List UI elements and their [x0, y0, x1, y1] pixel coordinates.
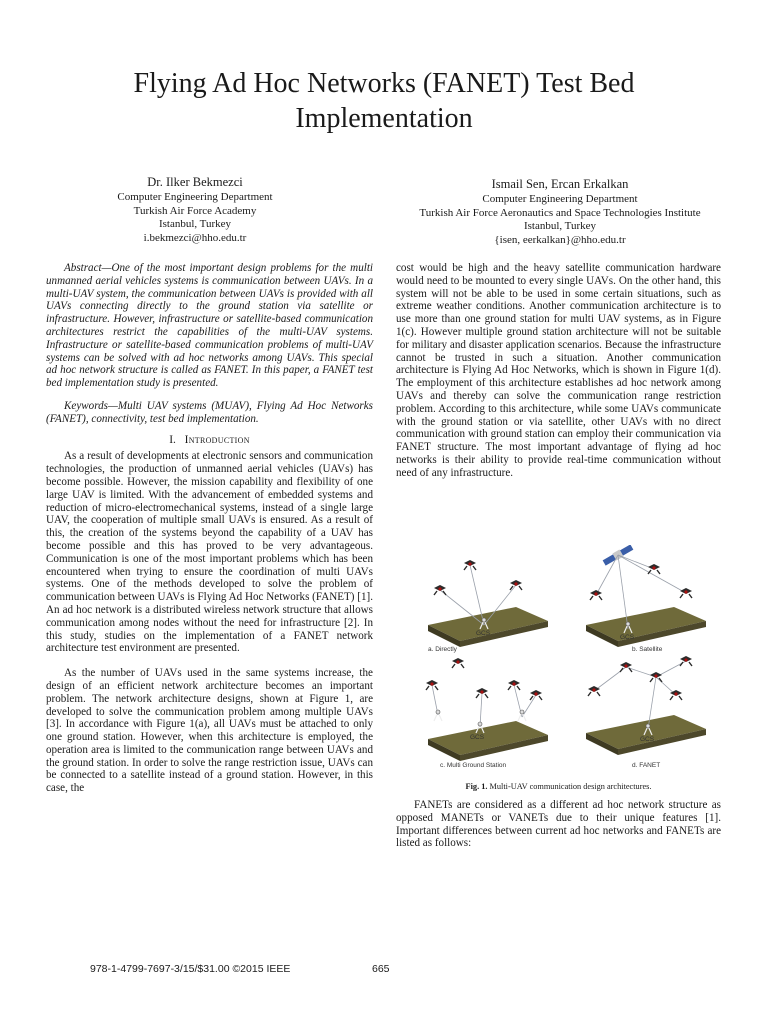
uav-icon: [620, 662, 632, 672]
panel-label-d: d. FANET: [632, 762, 661, 769]
panel-directly: [428, 560, 548, 653]
author-email: {isen, eerkalkan}@hho.edu.tr: [494, 233, 626, 246]
author-location: Istanbul, Turkey: [158, 218, 232, 230]
keywords-text: —Multi UAV systems (MUAV), Flying Ad Hoc Networks (FANET), connectivity, test bed implementation.: [46, 399, 373, 425]
uav-icon: [680, 656, 692, 666]
left-column: [46, 262, 373, 795]
author-department: Computer Engineering Department: [482, 193, 638, 205]
panel-label-b: b. Satellite: [632, 646, 663, 653]
title-line-1: Flying Ad Hoc Networks (FANET) Test Bed: [133, 68, 635, 99]
abstract-label: Abstract: [64, 262, 102, 274]
uav-icon: [650, 672, 662, 682]
figure-1: [418, 545, 714, 775]
architecture-diagram: [418, 545, 714, 775]
panel-fanet: [586, 656, 706, 769]
figure-caption-text: Multi-UAV communication design architectures.: [489, 782, 652, 791]
keywords-label: Keywords: [64, 399, 108, 412]
uav-icon: [590, 590, 602, 600]
paragraph: cost would be high and the heavy satellite communication hardware would need to be mounted to every single UAVs. On the other hand, this system will not be able to be used in some certain situations, such as extreme weather conditions. Another communication architecture is to use more than one ground station for multi UAV systems, as in Figure 1(c). However multiple ground station architecture will not be suitable for military and disaster application scenarios. Because the infrastructure cannot be trusted in such a situation. Another communication architecture is Flying Ad Hoc Networks, which is shown in Figure 1(d). The employment of this architecture establishes ad hoc network among UAVs and thereby can solve the communication range restriction problem. According to this architecture, while some UAVs communicate with the ground station or via satellite, other UAVs with no direct communication with ground station can employ their communication via FANET structure. The most important advantage of flying ad hoc networks is their ability to provide real-time communication without need of any infrastructure.: [396, 262, 721, 479]
author-block-1: [60, 173, 330, 245]
author-institution: Turkish Air Force Aeronautics and Space Technologies Institute: [419, 206, 701, 219]
paragraph: As a result of developments at electronic sensors and communication technologies, the production of unmanned aerial vehicles (UAVs) has become possible. However, the mission capability and flexibility of one large UAV is limited. With the advancement of embedded systems and reduction of micro-electromechanical systems, instead of a single large UAV, the cooperation of multiple small UAVs is ensured. As a result of this, the creation of the systems beyond the capability of a UAV has become possible and this has proved to be very advantageous. Communication is one of the most important problems which has been encountered when trying to ensure the coordination of multi UAVs systems. One of the methods developed to solve the problem of communication between UAVs is Flying Ad Hoc Networks (FANET) [1]. An ad hoc network is a distributed wireless network structure that allows communication among nodes without the need for infrastructure [2]. In this study, studies on the implementation of a FANET network architecture test environment are presented.: [46, 450, 373, 655]
panel-multi-ground-station: [426, 658, 548, 769]
panel-label-a: a. Directly: [428, 646, 457, 653]
section-number: I.: [169, 433, 176, 446]
gcs-label: GCS: [476, 630, 491, 637]
ground-station-icon: [434, 710, 442, 721]
author-institution: Turkish Air Force Academy: [133, 204, 257, 217]
uav-icon: [510, 580, 522, 590]
gcs-label: GCS: [470, 734, 485, 741]
paragraph: FANETs are considered as a different ad hoc network structure as opposed MANETs or VANETs due to their unique features [1]. Important differences between current ad hoc networks and FANETs are listed as follows:: [396, 799, 721, 850]
gcs-label: GCS: [620, 634, 635, 641]
author-block-2: [388, 175, 732, 247]
uav-icon: [648, 564, 660, 574]
panel-satellite: [586, 545, 706, 653]
uav-icon: [452, 658, 464, 668]
right-column-continued: [396, 799, 721, 850]
author-email: i.bekmezci@hho.edu.tr: [143, 231, 247, 244]
author-name: Ismail Sen, Ercan Erkalkan: [491, 177, 629, 191]
footer-isbn: 978-1-4799-7697-3/15/$31.00 ©2015 IEEE: [90, 963, 291, 975]
section-heading: [46, 434, 373, 447]
gcs-label: GCS: [640, 736, 655, 743]
author-department: Computer Engineering Department: [117, 191, 273, 203]
abstract: [46, 262, 373, 390]
author-name: Dr. Ilker Bekmezci: [147, 175, 243, 189]
uav-icon: [426, 680, 438, 690]
title-line-2: Implementation: [295, 103, 473, 134]
paper-title: [40, 66, 728, 136]
figure-label: Fig. 1.: [465, 782, 488, 791]
right-column: [396, 262, 721, 480]
section-title: Introduction: [184, 433, 250, 446]
abstract-text: —One of the most important design problems for the multi unmanned aerial vehicles systems is communication between UAVs. In a multi-UAV system, the communication between UAVs is provided with all UAVs connecting directly to the ground station via satellite or infrastructure. However, infrastructure or satellite-based communication architectures restrict the capabilities of the multi-UAV systems. Infrastructure or satellite-based communication problems of multi-UAV systems can be solved with ad hoc networks among UAVs. This special ad hoc network structure is called as FANET. In this paper, a FANET test bed implementation study is presented.: [46, 262, 373, 390]
uav-icon: [434, 585, 446, 595]
uav-icon: [508, 680, 520, 690]
page-number: 665: [372, 963, 390, 975]
panel-label-c: c. Multi Ground Station: [440, 762, 507, 769]
paragraph: As the number of UAVs used in the same systems increase, the design of an efficient network architecture becomes an important problem. The network architecture designs, shown at Figure 1, are developed to solve the communication problem among multiple UAVs [3]. In accordance with Figure 1(a), all UAVs must be attached to only one ground station. However, when this architecture is employed, the operation area is limited to the communication range between UAVs and the ground station. In order to solve the range restriction issue, UAVs can be connected to a satellite instead of a ground station. However, in this case, the: [46, 667, 373, 795]
uav-icon: [680, 588, 692, 598]
figure-caption: [396, 781, 721, 792]
author-location: Istanbul, Turkey: [523, 220, 597, 232]
uav-icon: [530, 690, 542, 700]
uav-icon: [464, 560, 476, 570]
keywords: [46, 400, 373, 426]
